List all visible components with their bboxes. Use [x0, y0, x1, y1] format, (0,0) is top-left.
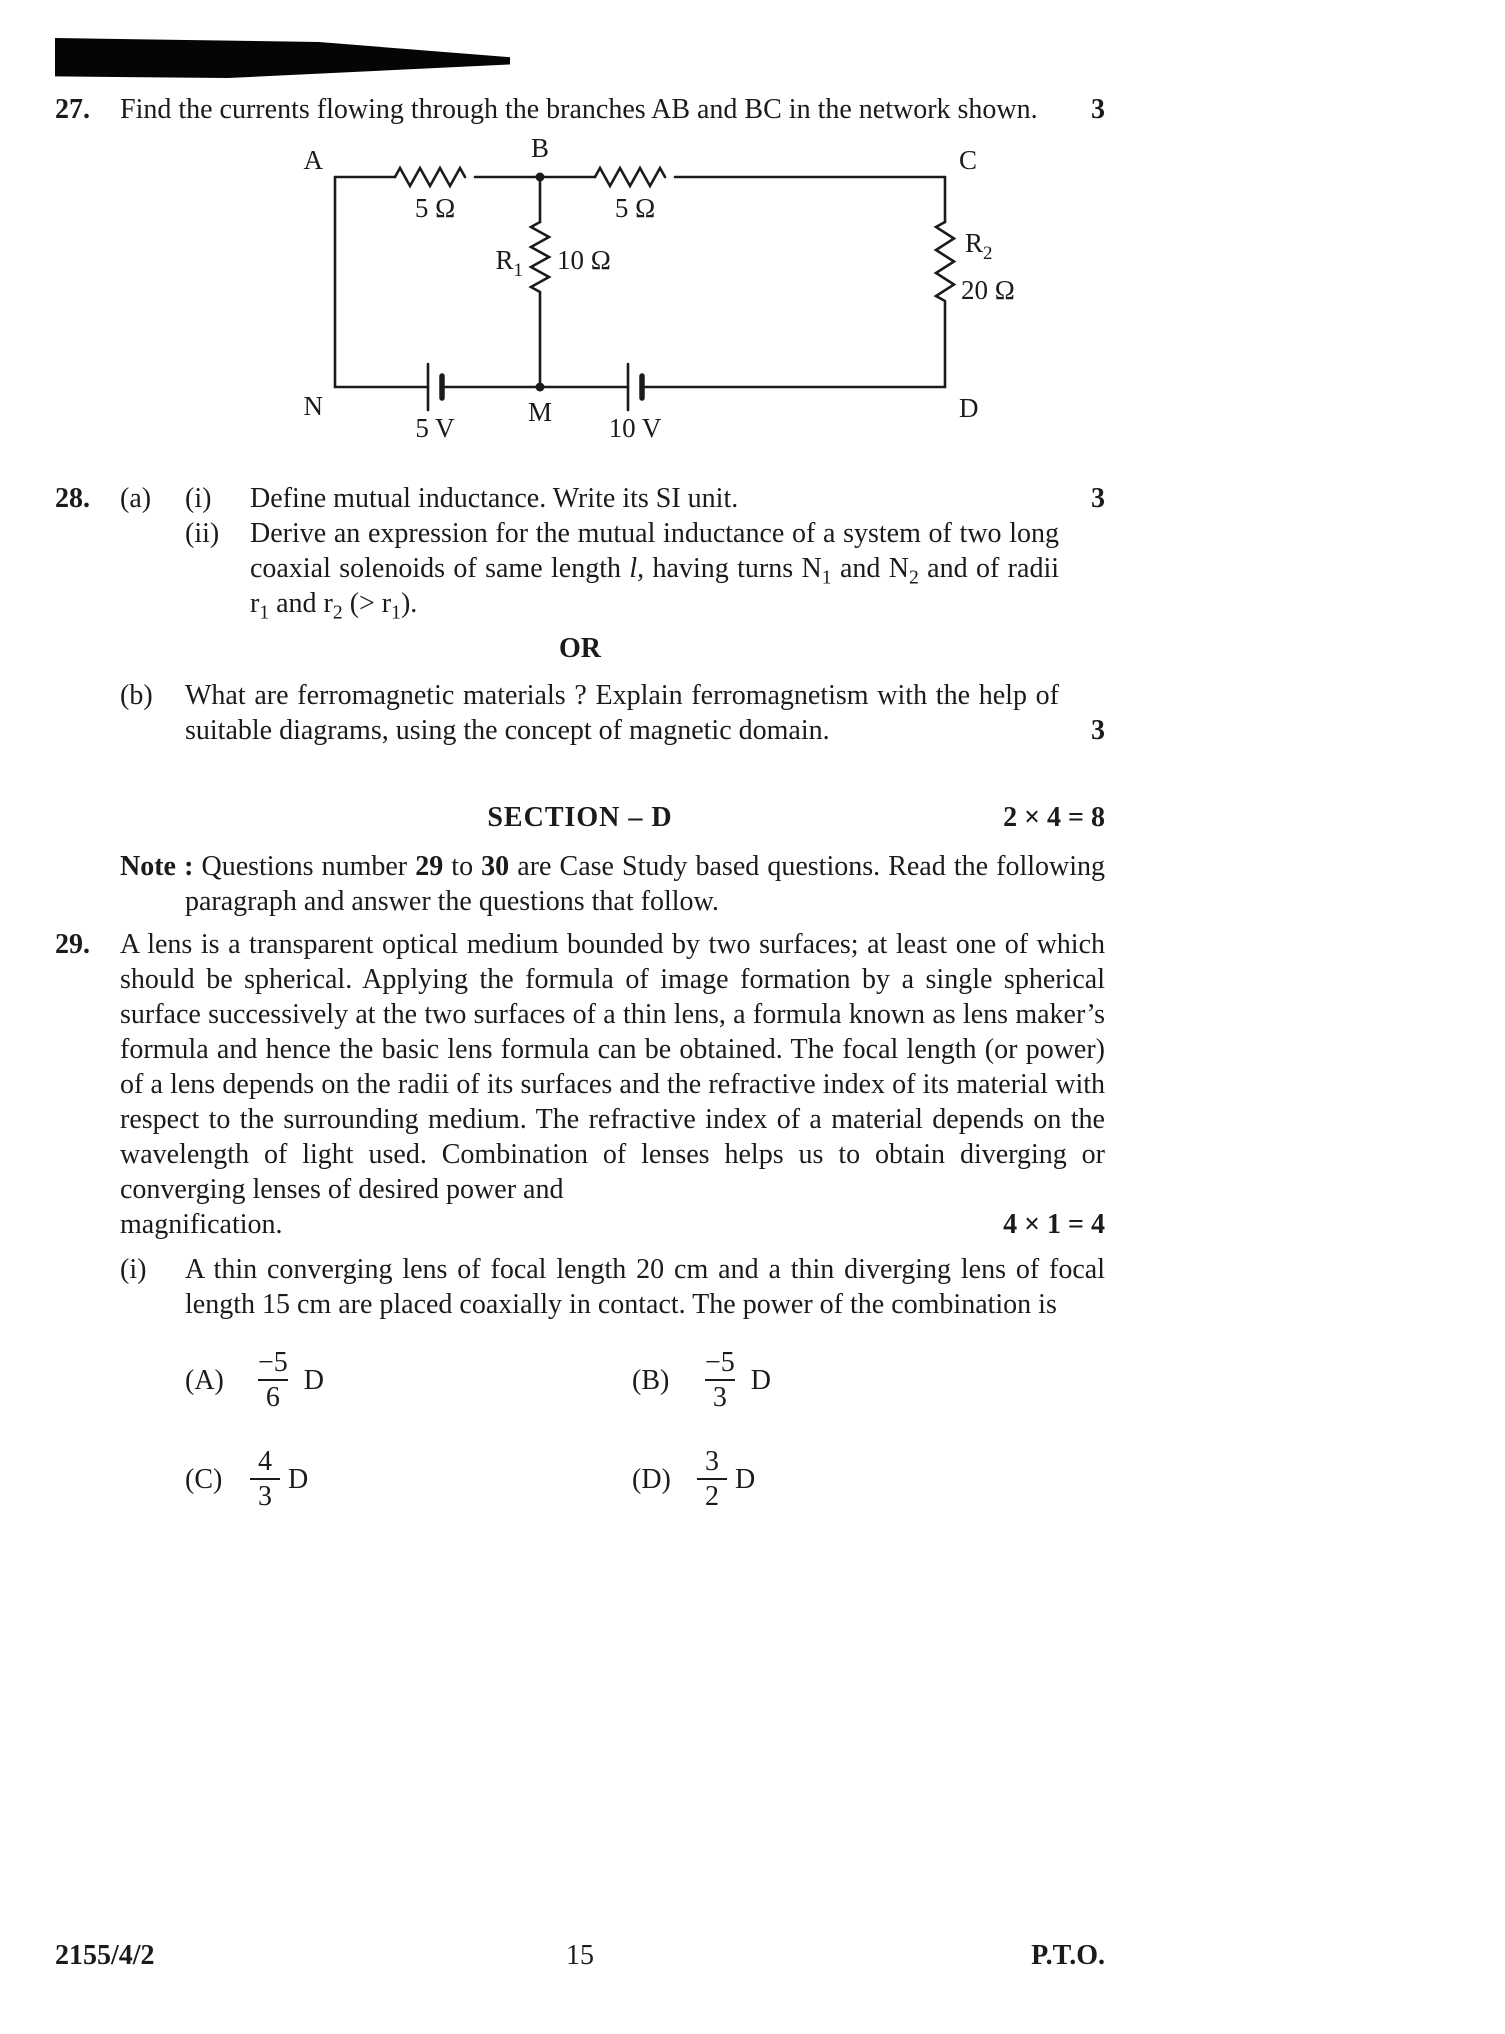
question-28-b-text: What are ferromagnetic materials ? Explain ferromagnetism with the help of suitable diagrams, using the concept of magnetic domain.	[185, 680, 1059, 746]
page-content	[55, 38, 1105, 1512]
pto-label: P.T.O.	[1031, 1940, 1105, 1971]
circuit-svg	[295, 137, 1015, 442]
text-segment: and of radii r	[250, 553, 1059, 619]
option-a-unit: D	[303, 1364, 325, 1396]
fraction-numerator: 3	[705, 1445, 719, 1477]
note-paragraph	[55, 849, 1105, 919]
text-segment: (> r	[342, 588, 392, 619]
option-c-unit: D	[288, 1463, 309, 1495]
question-27	[55, 92, 1105, 127]
fraction-denominator: 3	[250, 1478, 280, 1511]
option-b-fraction	[697, 1348, 743, 1413]
question-29-paragraph: A lens is a transparent optical medium bounded by two surfaces; at least one of which should be spherical. Applying the formula of image formation by a single spherical surface successively at the two surfaces of a thin lens, a formula known as lens maker’s formula and hence the basic lens formula can be obtained. The focal length (or power) of a lens depends on the radii of its surfaces and the refractive index of its material with respect to the surrounding medium. The refractive index of a material depends on the wavelength of light used. Combination of lenses helps us to obtain diverging or converging lenses of desired power and	[120, 929, 1105, 1205]
resistor-bc-zigzag	[595, 168, 665, 186]
question-28-a-i	[185, 481, 1105, 516]
junction-dot-m	[536, 383, 545, 392]
node-label-c: C	[959, 145, 978, 175]
resistor-r1-name: $R_1$	[495, 245, 523, 281]
resistor-ab-zigzag	[395, 168, 465, 186]
option-a-fraction	[250, 1348, 296, 1413]
fraction-numerator: −5	[705, 1347, 735, 1378]
text-segment: are Case Study based questions. Read the following paragraph and answer the questions that follow.	[185, 851, 1106, 917]
option-b-unit: D	[750, 1364, 772, 1396]
junction-dot-b	[536, 173, 545, 182]
section-d-marks: 2 × 4 = 8	[1003, 802, 1105, 833]
fraction-numerator: 4	[258, 1445, 272, 1477]
paper-code: 2155/4/2	[55, 1940, 155, 1971]
circuit-diagram	[295, 137, 1105, 451]
question-28-part-a-label: (a)	[120, 483, 152, 514]
question-28-b-label: (b)	[120, 680, 153, 711]
text-segment: , having turns N	[637, 553, 822, 584]
question-28-a-i-label: (i)	[185, 483, 212, 514]
question-28-b-marks: 3	[1091, 715, 1105, 746]
option-d-fraction	[697, 1447, 727, 1512]
resistor-r1-value: 10 Ω	[557, 245, 611, 275]
text-segment: and r	[269, 588, 333, 619]
section-d-header	[55, 800, 1105, 835]
fraction-numerator: −5	[258, 1347, 288, 1378]
option-d-label: (D)	[632, 1463, 671, 1495]
question-29-i	[120, 1252, 1105, 1322]
question-29	[55, 927, 1105, 1322]
fraction-denominator: 3	[705, 1379, 735, 1412]
option-d[interactable]	[632, 1447, 1079, 1512]
note-q-end: 30	[481, 851, 510, 882]
option-c[interactable]	[185, 1447, 632, 1512]
node-label-m: M	[527, 397, 553, 427]
question-29-number: 29.	[55, 929, 90, 960]
resistor-ab-value: 5 Ω	[414, 193, 456, 223]
question-28-a-ii-text	[250, 516, 1059, 624]
option-b-label: (B)	[632, 1364, 670, 1396]
subscript: 1	[391, 602, 401, 624]
option-a-label: (A)	[185, 1364, 224, 1396]
node-label-b: B	[530, 137, 550, 163]
option-c-label: (C)	[185, 1463, 223, 1495]
resistor-bc-value: 5 Ω	[614, 193, 656, 223]
question-28-a-ii	[185, 516, 1105, 624]
question-28-number: 28.	[55, 483, 90, 514]
or-separator: OR	[559, 633, 601, 664]
node-label-n: N	[303, 391, 323, 421]
question-29-paragraph-end: magnification.	[120, 1209, 283, 1240]
subscript: 2	[332, 602, 343, 624]
page-number: 15	[566, 1940, 594, 1971]
resistor-r2-value: 20 Ω	[961, 275, 1015, 305]
question-29-i-label: (i)	[120, 1254, 147, 1285]
text-segment: to	[443, 851, 482, 882]
question-27-number: 27.	[55, 94, 90, 125]
question-28-a-ii-label: (ii)	[185, 518, 220, 549]
node-label-d: D	[959, 393, 979, 423]
question-29-i-options	[185, 1348, 1105, 1512]
question-28-part-a-body	[185, 481, 1105, 624]
option-c-fraction	[250, 1447, 280, 1512]
page-footer	[55, 1938, 1105, 1973]
section-d-title: SECTION – D	[487, 802, 673, 833]
resistor-r2-name: $R_2$	[965, 228, 993, 264]
option-b[interactable]	[632, 1348, 1079, 1413]
note-label: Note :	[120, 851, 194, 882]
question-27-text: Find the currents flowing through the branches AB and BC in the network shown.	[120, 94, 1038, 125]
question-29-marks: 4 × 1 = 4	[1003, 1209, 1105, 1240]
symbol-length-l: l	[629, 553, 638, 584]
text-segment: and N	[831, 553, 909, 584]
question-29-body	[120, 927, 1105, 1322]
resistor-r2-zigzag	[936, 222, 954, 301]
question-28	[55, 481, 1105, 624]
question-27-marks: 3	[1091, 94, 1105, 125]
fraction-denominator: 6	[258, 1379, 288, 1412]
battery-2-value: 10 V	[608, 413, 662, 442]
text-segment: ).	[400, 588, 418, 619]
question-28-a-i-marks: 3	[1091, 483, 1105, 514]
text-segment: Derive an expression for the mutual inductance of a system of two long coaxial solenoids of same length	[250, 518, 1059, 584]
note-q-start: 29	[415, 851, 444, 882]
question-29-last-line	[120, 1207, 1105, 1242]
question-29-i-text: A thin converging lens of focal length 20 cm and a thin diverging lens of focal length 15 cm are placed coaxially in contact. The power of the combination is	[185, 1254, 1105, 1320]
node-label-a: A	[303, 145, 323, 175]
subscript: 1	[821, 567, 832, 589]
option-a[interactable]	[185, 1348, 632, 1413]
question-28-b	[55, 678, 1105, 748]
battery-1-value: 5 V	[415, 413, 455, 442]
text-segment: Questions number	[193, 851, 416, 882]
redaction-mark	[55, 38, 510, 78]
subscript: 1	[259, 602, 270, 624]
fraction-denominator: 2	[697, 1478, 727, 1511]
option-d-unit: D	[735, 1463, 756, 1495]
subscript: 2	[908, 567, 919, 589]
resistor-r1-zigzag	[531, 222, 549, 292]
question-28-a-i-text: Define mutual inductance. Write its SI unit.	[250, 483, 739, 514]
